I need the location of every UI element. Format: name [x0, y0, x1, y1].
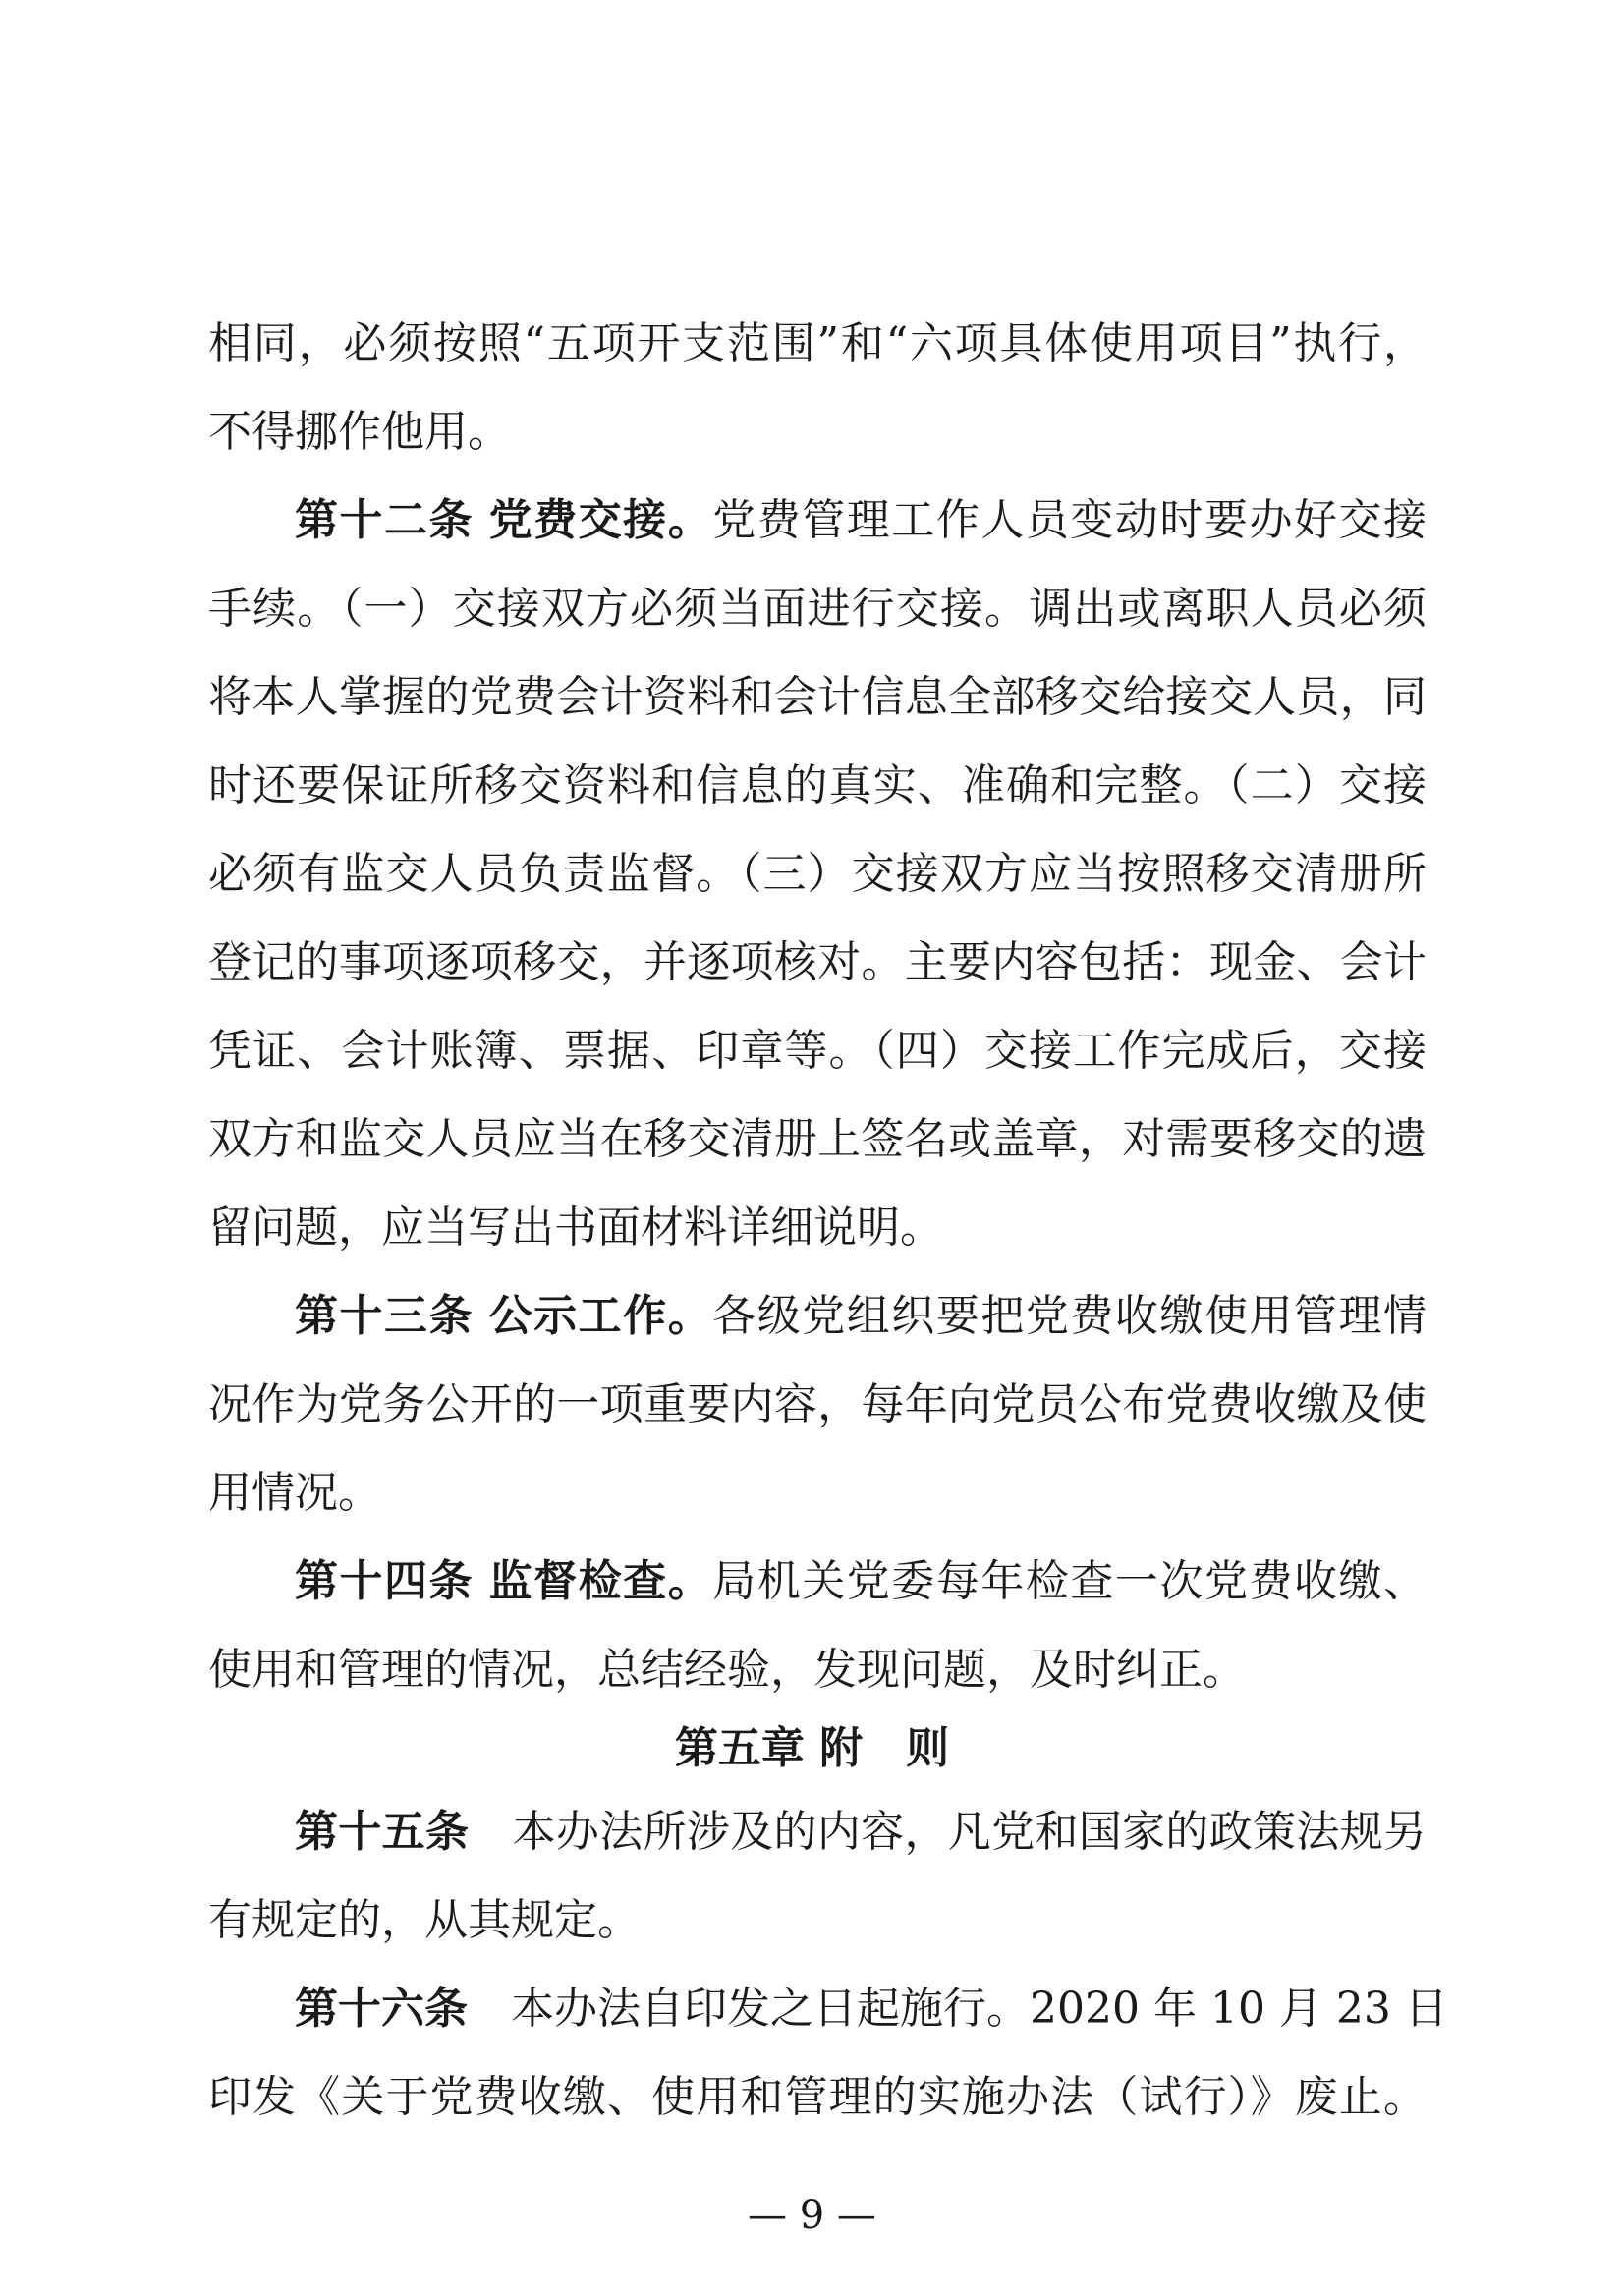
text-line: 况作为党务公开的一项重要内容，每年向党员公布党费收缴及使	[208, 1379, 1427, 1429]
article-number: 第十六条	[295, 1984, 468, 2034]
text-line: 不得挪作他用。	[208, 407, 511, 457]
text-line: 时还要保证所移交资料和信息的真实、准确和完整。（二）交接	[208, 760, 1427, 811]
article-number: 第十二条	[295, 495, 475, 545]
article-16-first-line	[295, 1980, 1448, 2039]
text-line: 使用和管理的情况，总结经验，发现问题，及时纠正。	[208, 1645, 1246, 1695]
text-line: 双方和监交人员应当在移交清册上签名或盖章，对需要移交的遗	[208, 1114, 1427, 1164]
article-13-first-line	[295, 1287, 1427, 1346]
text-line: 必须有监交人员负责监督。（三）交接双方应当按照移交清册所	[208, 849, 1427, 899]
text-span: 各级党组织要把党费收缴使用管理情	[712, 1291, 1428, 1341]
article-title: 党费交接。	[488, 495, 713, 545]
chapter-title: 第五章 附 则	[674, 1723, 950, 1773]
page-number: — 9 —	[748, 2193, 876, 2238]
text-span: 本办法自印发之日起施行。2020 年 10 月 23 日	[511, 1984, 1448, 2034]
article-title: 公示工作。	[488, 1291, 713, 1341]
text-line: 用情况。	[208, 1468, 381, 1518]
article-14-first-line	[295, 1552, 1427, 1611]
text-span: 本办法所涉及的内容，凡党和国家的政策法规另	[512, 1807, 1428, 1857]
article-title: 监督检查。	[488, 1556, 713, 1606]
text-line: 相同，必须按照“五项开支范围”和“六项具体使用项目”执行，	[208, 318, 1427, 368]
article-number: 第十五条	[295, 1807, 470, 1857]
article-12-first-line	[295, 491, 1427, 550]
text-line: 手续。（一）交接双方必须当面进行交接。调出或离职人员必须	[208, 584, 1427, 634]
text-span: 局机关党委每年检查一次党费收缴、	[712, 1556, 1428, 1606]
text-line: 有规定的，从其规定。	[208, 1895, 641, 1945]
text-line: 留问题，应当写出书面材料详细说明。	[208, 1203, 943, 1253]
text-line: 凭证、会计账簿、票据、印章等。（四）交接工作完成后，交接	[208, 1026, 1427, 1076]
article-15-first-line	[295, 1803, 1427, 1862]
text-line: 登记的事项逐项移交，并逐项核对。主要内容包括：现金、会计	[208, 937, 1427, 987]
text-line: 将本人掌握的党费会计资料和会计信息全部移交给接交人员，同	[208, 672, 1427, 722]
article-number: 第十四条	[295, 1556, 475, 1606]
text-span: 党费管理工作人员变动时要办好交接	[712, 495, 1428, 545]
text-line: 印发《关于党费收缴、使用和管理的实施办法（试行）》废止。	[208, 2072, 1427, 2122]
article-number: 第十三条	[295, 1291, 475, 1341]
